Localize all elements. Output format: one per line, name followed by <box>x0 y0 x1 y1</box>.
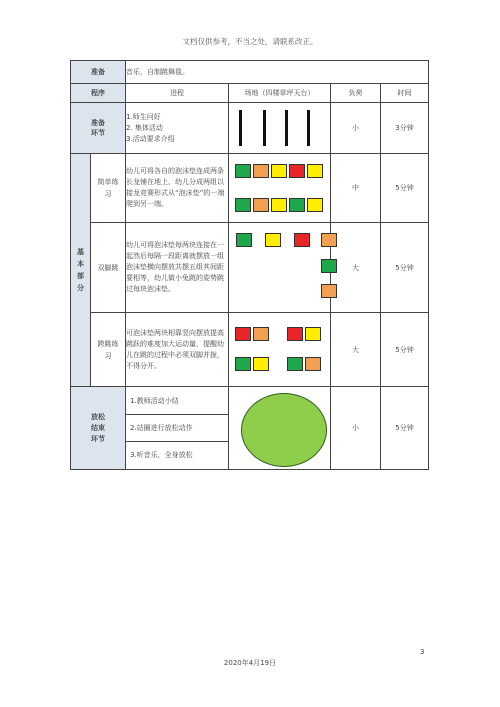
relax-line: 3.听音乐，全身放松 <box>130 451 193 459</box>
load-header: 负荷 <box>331 84 381 103</box>
orange-mat <box>321 233 337 247</box>
stride-jump-load: 大 <box>331 313 381 387</box>
line-marker <box>239 110 242 146</box>
orange-mat <box>253 198 269 212</box>
relax-load: 小 <box>331 387 381 470</box>
stage1-label: 准备环节 <box>71 103 126 154</box>
yellow-mat <box>307 198 323 212</box>
stage1-time: 3分钟 <box>381 103 429 154</box>
green-mat <box>235 357 251 371</box>
double-jump-row <box>71 223 429 313</box>
stage1-process <box>126 103 229 154</box>
yellow-mat <box>271 164 287 178</box>
green-mat <box>236 233 252 247</box>
basic-part-label: 基本部分 <box>71 154 91 387</box>
relax-line: 2.站圈进行放松动作 <box>126 415 228 442</box>
stride-jump-name: 跨跳练习 <box>91 313 126 387</box>
stage1-line: 3.活动要求介绍 <box>126 134 175 143</box>
relax-time: 5分钟 <box>381 387 429 470</box>
yellow-mat <box>253 357 269 371</box>
program-header: 程序 <box>71 84 126 103</box>
double-jump-time: 5分钟 <box>381 223 429 313</box>
line-marker <box>263 110 266 146</box>
green-mat <box>289 198 305 212</box>
stride-jump-time: 5分钟 <box>381 313 429 387</box>
relax-line: 1.教师活动小结 <box>126 388 228 415</box>
simple-practice-desc: 幼儿可将各自的泡沫垫连成两条长龙铺在地上，幼儿分成两组以接龙竞赛形式从“泡沫垫”的一端爬到另一端。 <box>126 154 229 223</box>
green-mat <box>235 198 251 212</box>
double-jump-desc: 幼儿可将泡沫垫每两块连接在一起然后每隔一段距离就摆放一组泡沫垫横向摆放共摆五组其间距要相等，幼儿做小兔跳的姿势跳过每块泡沫垫。 <box>126 223 229 313</box>
red-mat <box>235 327 251 341</box>
table-head-row <box>71 84 429 103</box>
stage1-load: 小 <box>331 103 381 154</box>
orange-mat <box>321 284 337 298</box>
footer-date: 2020年4月19日 <box>223 659 277 667</box>
simple-practice-time: 5分钟 <box>381 154 429 223</box>
red-mat <box>294 233 310 247</box>
simple-practice-load: 中 <box>331 154 381 223</box>
double-jump-name: 双脚跳 <box>91 223 126 313</box>
line-marker <box>285 110 288 146</box>
simple-practice-row <box>71 154 429 223</box>
green-mat <box>235 164 251 178</box>
stride-jump-field <box>229 313 331 387</box>
red-mat <box>289 164 305 178</box>
red-mat <box>287 327 303 341</box>
relax-field <box>229 387 331 470</box>
green-mat <box>287 357 303 371</box>
stage1-line: 1.师生问好 <box>126 112 161 121</box>
stride-jump-desc: 可泡沫垫两块相靠竖向摆放提高跳跃的难度加大运动量，提醒幼儿在跳的过程中必须双脚并拢，不得分开。 <box>126 313 229 387</box>
prep-content: 音乐，自制跳舞毯。 <box>126 61 429 84</box>
page-number: 3 <box>420 648 425 656</box>
yellow-mat <box>271 198 287 212</box>
orange-mat <box>305 357 321 371</box>
stage1-row <box>71 103 429 154</box>
page-header: 文档仅供参考，不当之处，请联系改正。 <box>182 37 318 46</box>
green-mat <box>321 259 337 273</box>
stride-jump-row <box>71 313 429 387</box>
prep-label: 准备 <box>71 61 126 84</box>
field-header: 场地（四楼草坪天台） <box>229 84 331 103</box>
relax-row <box>71 387 429 470</box>
relax-process <box>126 387 229 470</box>
orange-mat <box>253 164 269 178</box>
stage1-line: 2. 集体活动 <box>126 123 163 132</box>
yellow-mat <box>305 327 321 341</box>
process-header: 进程 <box>126 84 229 103</box>
double-jump-field <box>229 223 331 313</box>
grass-circle <box>241 393 327 467</box>
yellow-mat <box>307 164 323 178</box>
stage1-field <box>229 103 331 154</box>
simple-practice-name: 简单练习 <box>91 154 126 223</box>
activity-plan-table <box>70 60 429 470</box>
orange-mat <box>253 327 269 341</box>
relax-label: 放松结束环节 <box>71 387 126 470</box>
line-marker <box>307 110 310 146</box>
prep-row <box>71 61 429 84</box>
yellow-mat <box>265 233 281 247</box>
simple-practice-field <box>229 154 331 223</box>
time-header: 时间 <box>381 84 429 103</box>
double-jump-load: 大 <box>331 223 381 313</box>
